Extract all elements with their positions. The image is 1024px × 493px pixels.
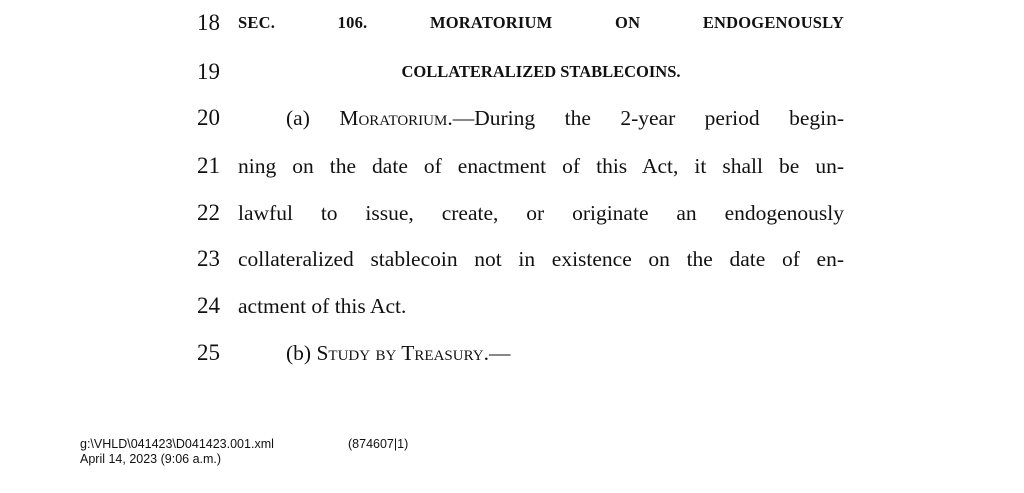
subsection-b-text [238,336,844,370]
heading-word: MORATORIUM [430,13,553,32]
bill-line-18 [0,6,1024,40]
line-number: 25 [197,340,220,365]
bill-line-20 [0,101,1024,135]
footer-file-path: g:\VHLD\041423\D041423.001.xml [80,437,274,451]
line-number: 21 [197,153,220,178]
bill-line-21 [0,149,1024,183]
footer-timestamp: April 14, 2023 (9:06 a.m.) [80,452,222,466]
heading-word: SEC. [238,13,276,32]
line-number: 22 [197,200,220,225]
subsection-caption: Moratorium [339,106,448,130]
line-text: .—During the 2-year period begin- [447,106,844,130]
line-number: 23 [197,246,220,271]
bill-line-24 [0,289,1024,323]
footer-doc-id: (874607|1) [348,437,409,451]
line-text: actment of this Act. [238,294,407,318]
bill-line-22 [0,196,1024,230]
bill-line-25 [0,336,1024,370]
bill-line-19 [0,55,1024,89]
document-footer [80,437,408,467]
subsection-prefix: (a) [286,106,340,130]
line-text: collateralized stablecoin not in existence on the date of en- [238,247,844,271]
heading-word: ON [615,13,641,32]
line-number: 20 [197,105,220,130]
line-text: ning on the date of enactment of this Act, it shall be un- [238,154,844,178]
bill-line-23 [0,242,1024,276]
line-text: lawful to issue, create, or originate an endogenously [238,201,844,225]
subsection-a-text [238,101,844,135]
section-heading [238,6,844,40]
heading-word: 106. [337,13,368,32]
line-number: 19 [197,59,220,84]
line-number: 24 [197,293,220,318]
subsection-caption: Study by Treasury [316,341,484,365]
line-text: .— [483,341,511,365]
heading-word: ENDOGENOUSLY [702,13,844,32]
line-number: 18 [197,10,220,35]
section-heading-continued: COLLATERALIZED STABLECOINS. [401,62,681,81]
subsection-prefix: (b) [286,341,317,365]
